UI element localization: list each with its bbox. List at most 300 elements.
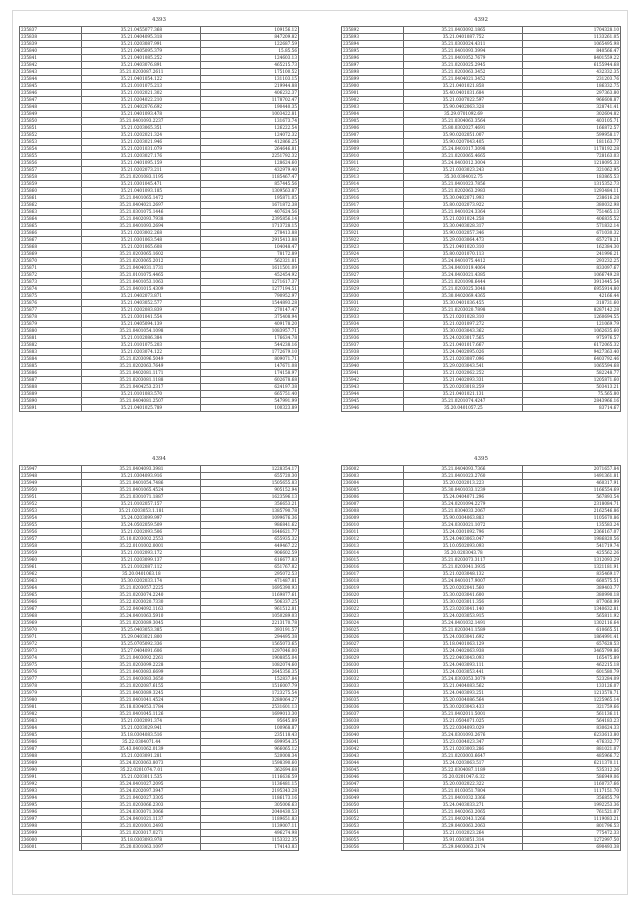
- row-code-cell: 35.21.0401020.310: [404, 244, 523, 251]
- table-row: [342, 662, 621, 669]
- row-amount-cell: 356855.79: [523, 795, 621, 802]
- row-id-cell: 235921: [342, 230, 404, 237]
- row-id-cell: 235949: [20, 480, 82, 487]
- row-amount-cell: 651767.82: [201, 564, 299, 571]
- row-id-cell: 235886: [20, 370, 82, 377]
- table-row: [342, 655, 621, 662]
- row-code-cell: 35.24.0403063.047: [404, 536, 523, 543]
- row-amount-cell: 1213578.71: [523, 690, 621, 697]
- table-row: [20, 704, 299, 711]
- row-id-cell: 235919: [342, 216, 404, 223]
- row-code-cell: 35.18.0401063.129: [404, 641, 523, 648]
- row-code-cell: 35.24.0203063.8073: [82, 760, 201, 767]
- row-id-cell: 235914: [342, 181, 404, 188]
- block-title: 4393: [152, 17, 166, 23]
- row-amount-cell: 181163.77: [523, 139, 621, 146]
- row-amount-cell: 175100.52: [201, 69, 299, 76]
- row-amount-cell: 100968.87: [201, 725, 299, 732]
- row-id-cell: 235984: [20, 725, 82, 732]
- row-code-cell: 35.24.0201094.2279: [404, 501, 523, 508]
- table-row: [342, 48, 621, 55]
- row-id-cell: 235996: [20, 809, 82, 816]
- row-id-cell: 236043: [342, 753, 404, 760]
- row-code-cell: 35.21.0401032.3366: [404, 795, 523, 802]
- row-id-cell: 235913: [342, 174, 404, 181]
- row-id-cell: 235998: [20, 823, 82, 830]
- row-amount-cell: 1271617.37: [201, 279, 299, 286]
- row-id-cell: 235995: [20, 802, 82, 809]
- row-code-cell: 35.21.0202063.2983: [404, 188, 523, 195]
- table-row: [342, 494, 621, 501]
- row-id-cell: 235857: [20, 167, 82, 174]
- row-amount-cell: 1065495.98: [523, 41, 621, 48]
- row-amount-cell: 1169877.61: [201, 592, 299, 599]
- table-row: [20, 195, 299, 202]
- row-code-cell: 35.21.0401053.1063: [82, 279, 201, 286]
- row-amount-cell: 270147.47: [201, 307, 299, 314]
- table-block-bottom-left: [19, 456, 299, 851]
- table-row: [342, 697, 621, 704]
- row-id-cell: 235856: [20, 160, 82, 167]
- table-row: [20, 662, 299, 669]
- row-code-cell: 35.18.0304053.1784: [82, 704, 201, 711]
- row-amount-cell: 561136.11: [523, 711, 621, 718]
- table-row: [342, 704, 621, 711]
- row-id-cell: 236035: [342, 697, 404, 704]
- row-id-cell: 235890: [20, 398, 82, 405]
- row-amount-cell: 1228354.17: [201, 466, 299, 473]
- row-id-cell: 235991: [20, 774, 82, 781]
- row-code-cell: 35.21.0201097.272: [404, 321, 523, 328]
- table-row: [342, 739, 621, 746]
- row-id-cell: 235852: [20, 132, 82, 139]
- row-id-cell: 236032: [342, 676, 404, 683]
- row-amount-cell: 165475.89: [523, 655, 621, 662]
- table-row: [20, 328, 299, 335]
- row-id-cell: 235942: [342, 377, 404, 384]
- row-code-cell: 35.24.0301093.2676: [404, 732, 523, 739]
- row-id-cell: 235956: [20, 529, 82, 536]
- row-id-cell: 235973: [20, 648, 82, 655]
- row-amount-cell: 1385790.78: [201, 508, 299, 515]
- table-row: [20, 487, 299, 494]
- table-row: [342, 209, 621, 216]
- row-code-cell: 35.20.0203018.259: [404, 384, 523, 391]
- row-amount-cell: 1178702.47: [201, 97, 299, 104]
- row-amount-cell: 186332.75: [523, 83, 621, 90]
- row-code-cell: 35.24.0401032.1491: [404, 620, 523, 627]
- table-row: [342, 405, 621, 412]
- table-row: [342, 111, 621, 118]
- table-row: [20, 599, 299, 606]
- row-amount-cell: 2395856.14: [201, 216, 299, 223]
- table-row: [342, 501, 621, 508]
- table-row: [342, 781, 621, 788]
- row-amount-cell: 1309563.87: [201, 188, 299, 195]
- row-code-cell: 35.21.0402081.1171: [82, 370, 201, 377]
- row-amount-cell: 15.85.56: [201, 48, 299, 55]
- row-amount-cell: 1598390.60: [201, 760, 299, 767]
- row-id-cell: 235941: [342, 370, 404, 377]
- row-id-cell: 235954: [20, 515, 82, 522]
- row-amount-cell: 877060.99: [523, 599, 621, 606]
- row-id-cell: 236005: [342, 487, 404, 494]
- row-id-cell: 235851: [20, 125, 82, 132]
- row-code-cell: 35.24.0404071.296: [404, 494, 523, 501]
- row-code-cell: 35.22.0101002.0001: [82, 543, 201, 550]
- row-code-cell: 35.21.0203021.946: [82, 139, 201, 146]
- row-amount-cell: 571832.14: [523, 223, 621, 230]
- row-code-cell: 35.24.0402063.938: [404, 648, 523, 655]
- row-amount-cell: 1293484.11: [523, 188, 621, 195]
- row-amount-cell: 2843966.16: [523, 398, 621, 405]
- row-code-cell: 35.29.0303064.473: [404, 237, 523, 244]
- row-code-cell: 35.24.0203053.915: [404, 613, 523, 620]
- row-code-cell: 35.24.0203017.565: [404, 335, 523, 342]
- table-row: [20, 132, 299, 139]
- row-amount-cell: 775472.33: [523, 830, 621, 837]
- table-row: [342, 795, 621, 802]
- table-row: [20, 634, 299, 641]
- row-id-cell: 235892: [342, 27, 404, 34]
- table-row: [20, 746, 299, 753]
- row-code-cell: 35.21.0402043.1266: [404, 816, 523, 823]
- row-amount-cell: 520008.34: [201, 753, 299, 760]
- row-amount-cell: 2318084.71: [523, 501, 621, 508]
- row-amount-cell: 761521.07: [523, 809, 621, 816]
- row-code-cell: 35.80.0302027.4691: [404, 125, 523, 132]
- row-amount-cell: 547991.99: [201, 398, 299, 405]
- row-amount-cell: 1139007.11: [201, 823, 299, 830]
- row-id-cell: 236021: [342, 599, 404, 606]
- row-code-cell: 35.21.0402093.7938: [82, 216, 201, 223]
- table-row: [342, 522, 621, 529]
- table-row: [342, 529, 621, 536]
- row-id-cell: 236018: [342, 578, 404, 585]
- row-id-cell: 235877: [20, 307, 82, 314]
- row-code-cell: 35.25.0403053.385: [82, 627, 201, 634]
- row-code-cell: 35.21.0401025.789: [82, 405, 201, 412]
- row-amount-cell: 1297046.00: [201, 648, 299, 655]
- row-amount-cell: 452454.92: [201, 272, 299, 279]
- row-id-cell: 235967: [20, 606, 82, 613]
- row-code-cell: 35.21.0203057.2225: [82, 585, 201, 592]
- row-id-cell: 236015: [342, 557, 404, 564]
- row-amount-cell: 135583.24: [523, 522, 621, 529]
- row-id-cell: 235861: [20, 195, 82, 202]
- table-row: [342, 195, 621, 202]
- row-code-cell: 35.20.0401057.25: [404, 405, 523, 412]
- row-id-cell: 235839: [20, 41, 82, 48]
- row-amount-cell: 6172065.32: [523, 342, 621, 349]
- row-amount-cell: 906602.59: [201, 550, 299, 557]
- row-code-cell: 35.30.0203041.600: [404, 592, 523, 599]
- table-row: [342, 648, 621, 655]
- row-id-cell: 235905: [342, 118, 404, 125]
- row-amount-cell: 104048.47: [201, 244, 299, 251]
- row-code-cell: 35.24.0303071.3066: [82, 809, 201, 816]
- row-code-cell: 35.21.0202062.252: [404, 370, 523, 377]
- row-amount-cell: 809071.71: [201, 356, 299, 363]
- row-id-cell: 235928: [342, 279, 404, 286]
- row-code-cell: 35.21.0401093.478: [82, 111, 201, 118]
- row-amount-cell: 2162546.86: [523, 508, 621, 515]
- row-amount-cell: 2251792.32: [201, 153, 299, 160]
- table-row: [20, 515, 299, 522]
- row-code-cell: 35.21.0203091.281: [82, 753, 201, 760]
- row-id-cell: 235889: [20, 391, 82, 398]
- row-id-cell: 235901: [342, 90, 404, 97]
- table-row: [342, 473, 621, 480]
- row-amount-cell: 562321.81: [201, 258, 299, 265]
- row-code-cell: 35.20.0201047.6.32: [404, 774, 523, 781]
- row-amount-cell: 616677.83: [201, 557, 299, 564]
- row-id-cell: 235943: [342, 384, 404, 391]
- row-amount-cell: 690493.38: [523, 844, 621, 851]
- row-amount-cell: 183865.53: [523, 174, 621, 181]
- row-code-cell: 35.21.0403092.1865: [404, 27, 523, 34]
- row-id-cell: 235963: [20, 578, 82, 585]
- row-code-cell: 35.24.0303053.441: [404, 669, 523, 676]
- row-code-cell: 35.21.0401024.3364: [404, 209, 523, 216]
- row-amount-cell: 174158.97: [201, 370, 299, 377]
- row-amount-cell: 1136481.15: [201, 781, 299, 788]
- table-row: [342, 599, 621, 606]
- table-row: [20, 466, 299, 473]
- row-code-cell: 35.21.0203048.132: [404, 571, 523, 578]
- row-id-cell: 235897: [342, 62, 404, 69]
- row-amount-cell: 6403792.46: [523, 356, 621, 363]
- row-amount-cell: 1302116.64: [523, 620, 621, 627]
- row-id-cell: 235904: [342, 111, 404, 118]
- table-row: [342, 202, 621, 209]
- row-id-cell: 235916: [342, 195, 404, 202]
- row-id-cell: 236039: [342, 725, 404, 732]
- row-amount-cell: 1704328.10: [523, 27, 621, 34]
- row-amount-cell: 751465.13: [523, 209, 621, 216]
- row-code-cell: 35.24.0403093.111: [404, 662, 523, 669]
- row-code-cell: 35.21.0401041.4524: [82, 697, 201, 704]
- table-row: [342, 774, 621, 781]
- row-code-cell: 35.21.0202021.324: [82, 132, 201, 139]
- row-amount-cell: 75.565.80: [523, 391, 621, 398]
- row-code-cell: 35.25.0705092.336: [82, 641, 201, 648]
- row-id-cell: 236036: [342, 704, 404, 711]
- row-code-cell: 35.24.0401075.4412: [404, 258, 523, 265]
- row-amount-cell: 1772679.10: [201, 349, 299, 356]
- table-row: [20, 816, 299, 823]
- table-row: [20, 216, 299, 223]
- table-row: [20, 160, 299, 167]
- table-row: [20, 529, 299, 536]
- row-id-cell: 236047: [342, 781, 404, 788]
- row-id-cell: 236000: [20, 837, 82, 844]
- row-amount-cell: 535312.26: [523, 767, 621, 774]
- row-code-cell: 35.21.0203089.3045: [82, 620, 201, 627]
- row-code-cell: 35.24.0203063.517: [404, 760, 523, 767]
- table-row: [20, 571, 299, 578]
- row-id-cell: 236003: [342, 473, 404, 480]
- row-amount-cell: 2040430.53: [201, 809, 299, 816]
- row-id-cell: 235876: [20, 300, 82, 307]
- row-id-cell: 235868: [20, 244, 82, 251]
- row-id-cell: 235867: [20, 237, 82, 244]
- row-id-cell: 236008: [342, 508, 404, 515]
- row-amount-cell: 1116636.59: [201, 774, 299, 781]
- row-id-cell: 236004: [342, 480, 404, 487]
- table-row: [20, 293, 299, 300]
- table-row: [20, 342, 299, 349]
- row-code-cell: 35.21.0102021.302: [82, 90, 201, 97]
- row-code-cell: 35.21.0203087.991: [82, 41, 201, 48]
- row-id-cell: 235983: [20, 718, 82, 725]
- row-code-cell: 35.21.0202087.6155: [82, 683, 201, 690]
- row-id-cell: 235966: [20, 599, 82, 606]
- table-row: [342, 641, 621, 648]
- row-id-cell: 235947: [20, 466, 82, 473]
- row-id-cell: 235909: [342, 146, 404, 153]
- row-id-cell: 235858: [20, 174, 82, 181]
- table-row: [342, 760, 621, 767]
- records-table: [341, 26, 621, 412]
- row-id-cell: 235978: [20, 683, 82, 690]
- table-row: [342, 286, 621, 293]
- row-id-cell: 235948: [20, 473, 82, 480]
- table-row: [342, 676, 621, 683]
- row-id-cell: 235989: [20, 760, 82, 767]
- row-id-cell: 235958: [20, 543, 82, 550]
- row-code-cell: 35.22.0304087.1189: [404, 767, 523, 774]
- table-row: [20, 111, 299, 118]
- row-code-cell: 35.21.0102086.384: [82, 335, 201, 342]
- row-amount-cell: 966065.12: [201, 746, 299, 753]
- row-amount-cell: 219944.88: [201, 83, 299, 90]
- block-title: 4395: [474, 456, 488, 462]
- row-amount-cell: 235118.43: [201, 732, 299, 739]
- row-id-cell: 236002: [342, 466, 404, 473]
- row-id-cell: 236010: [342, 522, 404, 529]
- row-id-cell: 235979: [20, 690, 82, 697]
- row-id-cell: 235844: [20, 76, 82, 83]
- row-id-cell: 235838: [20, 34, 82, 41]
- row-code-cell: 35.21.0201083.1195: [82, 174, 201, 181]
- row-amount-cell: 655935.32: [201, 536, 299, 543]
- row-id-cell: 236051: [342, 809, 404, 816]
- row-amount-cell: 567893.54: [523, 494, 621, 501]
- row-code-cell: 35.21.0203003.286: [404, 746, 523, 753]
- row-amount-cell: 1185467.47: [201, 174, 299, 181]
- row-code-cell: 35.21.0401065.1472: [82, 195, 201, 202]
- table-row: [20, 405, 299, 412]
- row-id-cell: 235994: [20, 795, 82, 802]
- row-code-cell: 35.21.0203025.3048: [404, 286, 523, 293]
- records-table: [19, 465, 299, 851]
- row-amount-cell: 857445.56: [201, 181, 299, 188]
- row-code-cell: 35.91.0303051.314: [404, 837, 523, 844]
- table-row: [20, 377, 299, 384]
- row-amount-cell: 602678.68: [201, 377, 299, 384]
- row-code-cell: 35.21.0504071.025: [404, 718, 523, 725]
- table-row: [342, 669, 621, 676]
- row-id-cell: 235845: [20, 83, 82, 90]
- table-row: [20, 258, 299, 265]
- row-code-cell: 35.21.0203087.2611: [82, 69, 201, 76]
- row-code-cell: 35.21.0203099.137: [82, 557, 201, 564]
- row-code-cell: 35.21.0401093.3994: [404, 48, 523, 55]
- row-code-cell: 35.21.0201031.079: [82, 146, 201, 153]
- row-code-cell: 35.24.0303041.692: [404, 634, 523, 641]
- row-id-cell: 236029: [342, 655, 404, 662]
- table-row: [20, 34, 299, 41]
- row-code-cell: 35.21.0203065.2012: [82, 258, 201, 265]
- table-row: [20, 732, 299, 739]
- row-id-cell: 235846: [20, 90, 82, 97]
- row-code-cell: 35.21.0401095.159: [82, 160, 201, 167]
- row-amount-cell: 565811.92: [523, 613, 621, 620]
- row-code-cell: 35.21.0301063.548: [82, 237, 201, 244]
- row-code-cell: 35.20.0301063.1097: [82, 844, 201, 851]
- row-id-cell: 235924: [342, 251, 404, 258]
- row-code-cell: 35.21.0404081.2507: [82, 398, 201, 405]
- table-row: [20, 230, 299, 237]
- table-row: [342, 725, 621, 732]
- row-id-cell: 235908: [342, 139, 404, 146]
- table-row: [20, 174, 299, 181]
- row-amount-cell: 412866.25: [201, 139, 299, 146]
- row-amount-cell: 321062.95: [523, 167, 621, 174]
- row-id-cell: 235865: [20, 223, 82, 230]
- row-code-cell: 35.21.0401093.2694: [82, 223, 201, 230]
- row-id-cell: 236053: [342, 823, 404, 830]
- row-amount-cell: 121069.79: [523, 321, 621, 328]
- table-row: [20, 209, 299, 216]
- row-amount-cell: 3913445.54: [523, 279, 621, 286]
- row-amount-cell: 699954.35: [201, 739, 299, 746]
- row-id-cell: 235896: [342, 55, 404, 62]
- row-id-cell: 235902: [342, 97, 404, 104]
- row-amount-cell: 586949.06: [523, 774, 621, 781]
- table-row: [342, 683, 621, 690]
- row-amount-cell: 1505655.83: [201, 480, 299, 487]
- table-row: [342, 634, 621, 641]
- table-row: [20, 753, 299, 760]
- row-amount-cell: 1105670.86: [523, 515, 621, 522]
- row-id-cell: 235922: [342, 237, 404, 244]
- table-row: [20, 620, 299, 627]
- row-code-cell: 35.21.0201028.310: [404, 314, 523, 321]
- table-row: [20, 125, 299, 132]
- row-code-cell: 35.20.0304086.564: [404, 697, 523, 704]
- row-code-cell: 35.21.0203017.0271: [82, 830, 201, 837]
- row-id-cell: 236049: [342, 795, 404, 802]
- row-amount-cell: 503413.21: [523, 384, 621, 391]
- row-code-cell: 35.30.0402071.993: [404, 195, 523, 202]
- table-row: [20, 739, 299, 746]
- row-code-cell: 35.21.0203099.2228: [82, 662, 201, 669]
- row-id-cell: 235894: [342, 41, 404, 48]
- table-row: [342, 139, 621, 146]
- row-code-cell: 35.21.0101083.570: [82, 391, 201, 398]
- row-id-cell: 236045: [342, 767, 404, 774]
- table-row: [20, 118, 299, 125]
- row-amount-cell: 601580.79: [523, 669, 621, 676]
- row-amount-cell: 599958.17: [523, 132, 621, 139]
- row-amount-cell: 380990.18: [523, 592, 621, 599]
- row-id-cell: 236016: [342, 564, 404, 571]
- row-id-cell: 235882: [20, 342, 82, 349]
- row-id-cell: 235923: [342, 244, 404, 251]
- row-id-cell: 235945: [342, 398, 404, 405]
